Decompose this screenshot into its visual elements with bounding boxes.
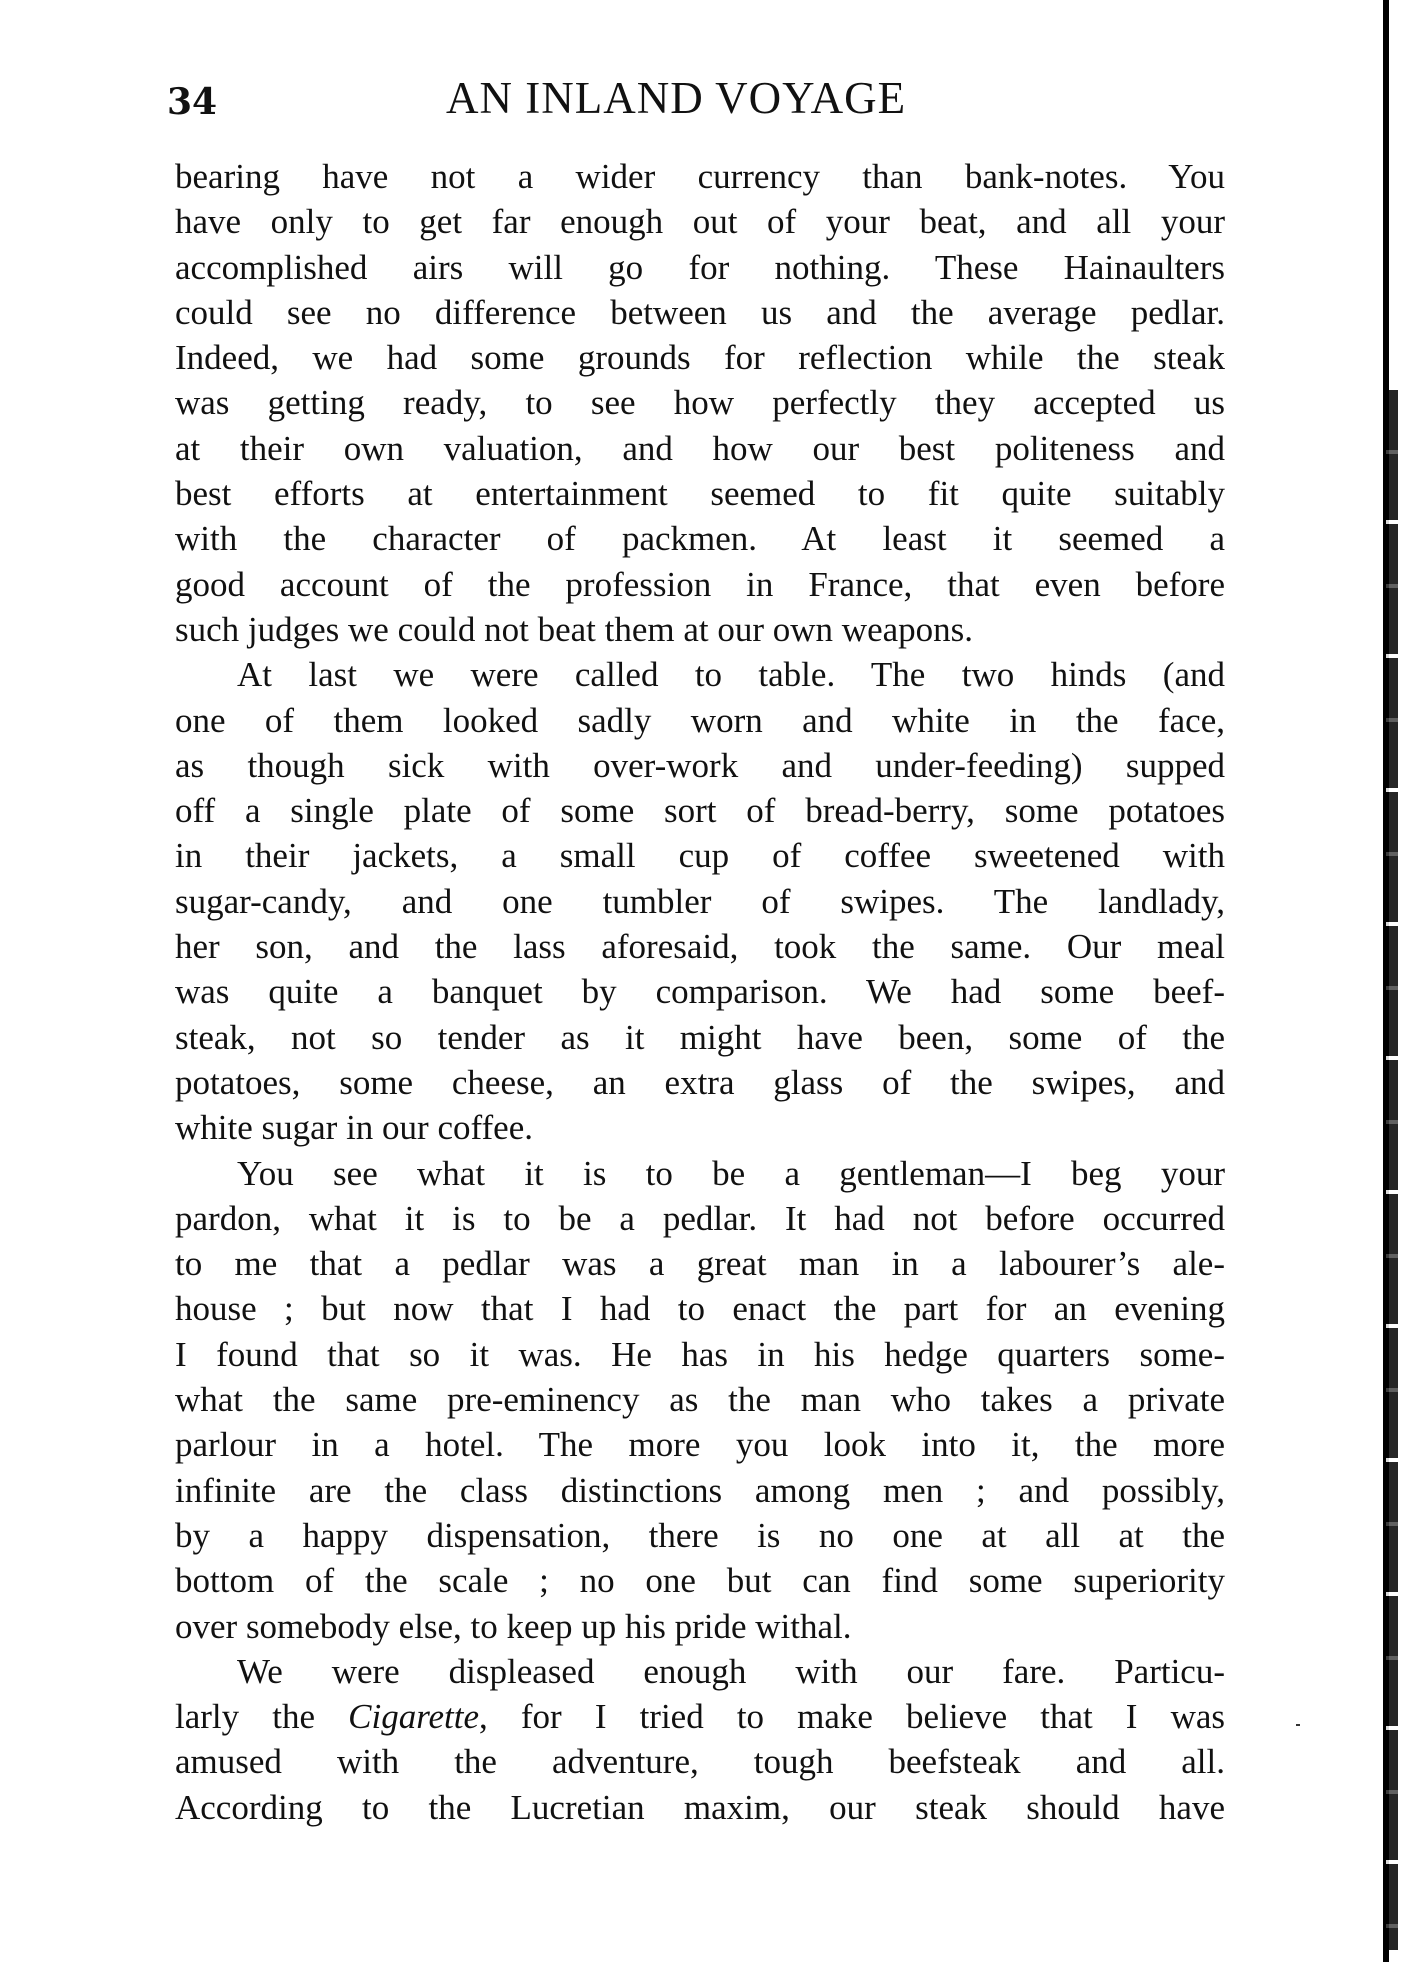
- text-line: as though sick with over-work and under-feeding) supped: [175, 745, 1225, 785]
- text-line: bearing have not a wider currency than bank-notes. You: [175, 157, 1225, 196]
- text-line: was getting ready, to see how perfectly they accepted us: [175, 383, 1225, 423]
- text-line: good account of the profession in France, that even before: [175, 564, 1225, 604]
- text-line: potatoes, some cheese, an extra glass of the swipes, and: [175, 1062, 1225, 1102]
- text-line: pardon, what it is to be a pedlar. It had not before occurred: [175, 1198, 1225, 1238]
- running-head-title: AN INLAND VOYAGE: [446, 73, 907, 123]
- text-line: bottom of the scale ; no one but can find some superiority: [175, 1561, 1225, 1601]
- text-line: steak, not so tender as it might have been, some of the: [175, 1017, 1225, 1057]
- text-line: According to the Lucretian maxim, our steak should have: [175, 1787, 1225, 1827]
- paragraph-end-line: such judges we could not beat them at our own weapons.: [175, 609, 974, 649]
- paragraph-end-line: white sugar in our coffee.: [175, 1108, 533, 1148]
- text-line: to me that a pedlar was a great man in a labourer’s ale-: [175, 1244, 1225, 1284]
- text-line: could see no difference between us and the average pedlar.: [175, 292, 1225, 332]
- text-line: at their own valuation, and how our best politeness and: [175, 428, 1225, 468]
- italic-boat-name: Cigarette: [348, 1697, 480, 1737]
- text-line: off a single plate of some sort of bread-berry, some potatoes: [175, 791, 1225, 831]
- text-line: amused with the adventure, tough beefsteak and all.: [175, 1742, 1225, 1782]
- text-line: one of them looked sadly worn and white in the face,: [175, 700, 1225, 740]
- text-line: was quite a banquet by comparison. We had some beef-: [175, 972, 1225, 1012]
- text-line: with the character of packmen. At least it seemed a: [175, 519, 1225, 559]
- paragraph-start-line: We were displeased enough with our fare. Particu-: [237, 1651, 1225, 1691]
- text-line: her son, and the lass aforesaid, took the same. Our meal: [175, 927, 1225, 967]
- text-line: in their jackets, a small cup of coffee sweetened with: [175, 836, 1225, 876]
- text-line: house ; but now that I had to enact the part for an evening: [175, 1289, 1225, 1329]
- text-line: best efforts at entertainment seemed to fit quite suitably: [175, 474, 1225, 514]
- text-line: I found that so it was. He has in his hedge quarters some-: [175, 1334, 1225, 1374]
- text-line: what the same pre-eminency as the man who takes a private: [175, 1380, 1225, 1420]
- paragraph-start-line: At last we were called to table. The two hinds (and: [237, 655, 1225, 695]
- text-line-with-italic: larly the Cigarette, for I tried to make believe that I was: [175, 1697, 1225, 1737]
- text-line: sugar-candy, and one tumbler of swipes. The landlady,: [175, 881, 1225, 921]
- page-number: 34: [167, 81, 218, 123]
- text-line: Indeed, we had some grounds for reflection while the steak: [175, 338, 1225, 378]
- paragraph-end-line: over somebody else, to keep up his pride withal.: [175, 1606, 852, 1646]
- text-line: accomplished airs will go for nothing. These Hainaulters: [175, 247, 1225, 287]
- scan-edge-noise: [1386, 390, 1398, 1950]
- scan-speck: [1296, 1724, 1300, 1726]
- paragraph-start-line: You see what it is to be a gentleman—I beg your: [237, 1153, 1225, 1193]
- text-line: parlour in a hotel. The more you look into it, the more: [175, 1425, 1225, 1465]
- body-text: [175, 154, 1225, 1830]
- text-line: have only to get far enough out of your beat, and all your: [175, 202, 1225, 242]
- text-line: infinite are the class distinctions among men ; and possibly,: [175, 1470, 1225, 1510]
- text-line: by a happy dispensation, there is no one at all at the: [175, 1515, 1225, 1555]
